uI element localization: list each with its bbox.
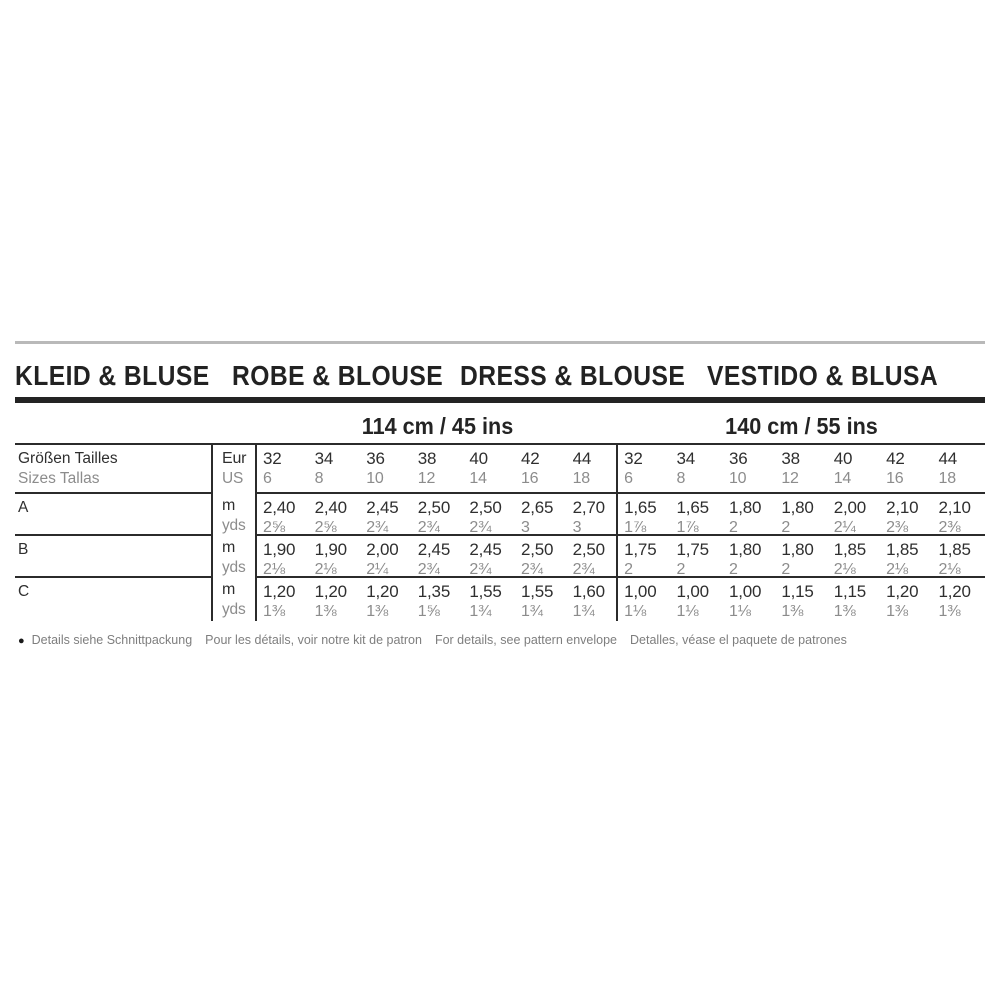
size-cell: 32 6 [263,449,282,487]
size-row-label: Größen Tailles Sizes Tallas [15,445,213,492]
title-german: KLEID & BLUSE [15,360,210,391]
size-cell: 34 8 [676,449,696,487]
unit-cell: m yds [213,492,257,534]
yardage-cell: 1,20 1⅜ [309,576,361,621]
yardage-cell: 1,20 1⅜ [257,576,309,621]
yardage-cell: 1,15 1⅜ [828,576,880,621]
size-cell: 40 14 [469,449,488,487]
size-cell: 44 18 [567,445,619,492]
yardage-cell: 2,50 2¾ [515,534,567,576]
yardage-cell: 2,45 2¾ [360,492,412,534]
fabric-width-row [15,403,985,443]
yardage-cell: 1,85 2⅛ [933,534,985,576]
footer-notes [15,633,985,649]
yardage-cell: 1,75 2 [618,534,670,576]
size-cell: 38 12 [781,449,800,487]
size-unit-label: Eur US [213,445,257,492]
yardage-cell: 1,55 1¾ [515,576,567,621]
yardage-cell: 2,10 2⅜ [933,492,985,534]
yardage-cell: 2,40 2⅝ [309,492,361,534]
yardage-cell: 1,35 1⅝ [412,576,464,621]
yardage-cell: 2,00 2¼ [828,492,880,534]
bullet-icon: ● [18,635,25,647]
size-cell: 36 10 [728,449,748,487]
size-cell: 42 16 [886,449,905,487]
yardage-cell: 2,45 2¾ [412,534,464,576]
yardage-cell: 1,85 2⅛ [828,534,880,576]
pattern-yardage-chart [15,341,985,649]
yardage-cell: 2,50 2¾ [463,492,515,534]
yardage-cell: 2,40 2⅝ [257,492,309,534]
title-french: ROBE & BLOUSE [232,360,444,391]
yardage-cell: 1,85 2⅛ [880,534,932,576]
footer-note-english: For details, see pattern envelope [434,633,618,647]
yardage-cell: 2,10 2⅜ [880,492,932,534]
yardage-cell: 2,45 2¾ [463,534,515,576]
yardage-cell: 1,20 1⅜ [880,576,932,621]
yardage-cell: 1,65 1⅞ [618,492,670,534]
yardage-cell: 2,50 2¾ [567,534,619,576]
yardage-cell: 2,65 3 [515,492,567,534]
yardage-cell: 1,60 1¾ [567,576,619,621]
title-english: DRESS & BLOUSE [460,360,686,391]
yardage-cell: 1,80 2 [723,492,775,534]
yardage-cell: 1,90 2⅛ [309,534,361,576]
unit-cell: m yds [213,576,257,621]
yardage-cell: 1,75 2 [671,534,723,576]
size-cell: 38 12 [417,449,437,487]
size-cell: 40 14 [833,449,853,487]
size-cell: 34 8 [314,449,334,487]
yardage-cell: 1,80 2 [775,534,827,576]
yardage-cell: 1,80 2 [775,492,827,534]
yardage-cell: 2,70 3 [567,492,619,534]
title-spanish: VESTIDO & BLUSA [707,360,939,391]
size-cell: 44 18 [938,449,958,487]
row-label-a: A [15,492,213,534]
fabric-width-140: 140 cm / 55 ins [725,413,878,439]
unit-cell: m yds [213,534,257,576]
yardage-cell: 1,00 1⅛ [618,576,670,621]
yardage-cell: 2,50 2¾ [412,492,464,534]
footer-note-french: Pour les détails, voir notre kit de patron [205,633,422,647]
footer-note-german: Details siehe Schnittpackung [31,633,193,647]
yardage-cell: 2,00 2¼ [360,534,412,576]
yardage-cell: 1,15 1⅜ [775,576,827,621]
title-row [15,344,985,397]
size-cell: 42 16 [520,449,540,487]
yardage-table [15,443,985,621]
row-label-c: C [15,576,213,621]
yardage-cell: 1,55 1¾ [463,576,515,621]
yardage-cell: 1,20 1⅜ [933,576,985,621]
fabric-width-114: 114 cm / 45 ins [361,413,514,439]
row-label-b: B [15,534,213,576]
yardage-cell: 1,20 1⅜ [360,576,412,621]
yardage-cell: 1,65 1⅞ [671,492,723,534]
yardage-cell: 1,00 1⅛ [671,576,723,621]
yardage-cell: 1,80 2 [723,534,775,576]
footer-note-spanish: Detalles, véase el paquete de patrones [630,633,847,647]
size-cell: 36 10 [366,449,385,487]
size-cell: 32 6 [624,449,643,487]
yardage-cell: 1,00 1⅛ [723,576,775,621]
yardage-cell: 1,90 2⅛ [257,534,309,576]
